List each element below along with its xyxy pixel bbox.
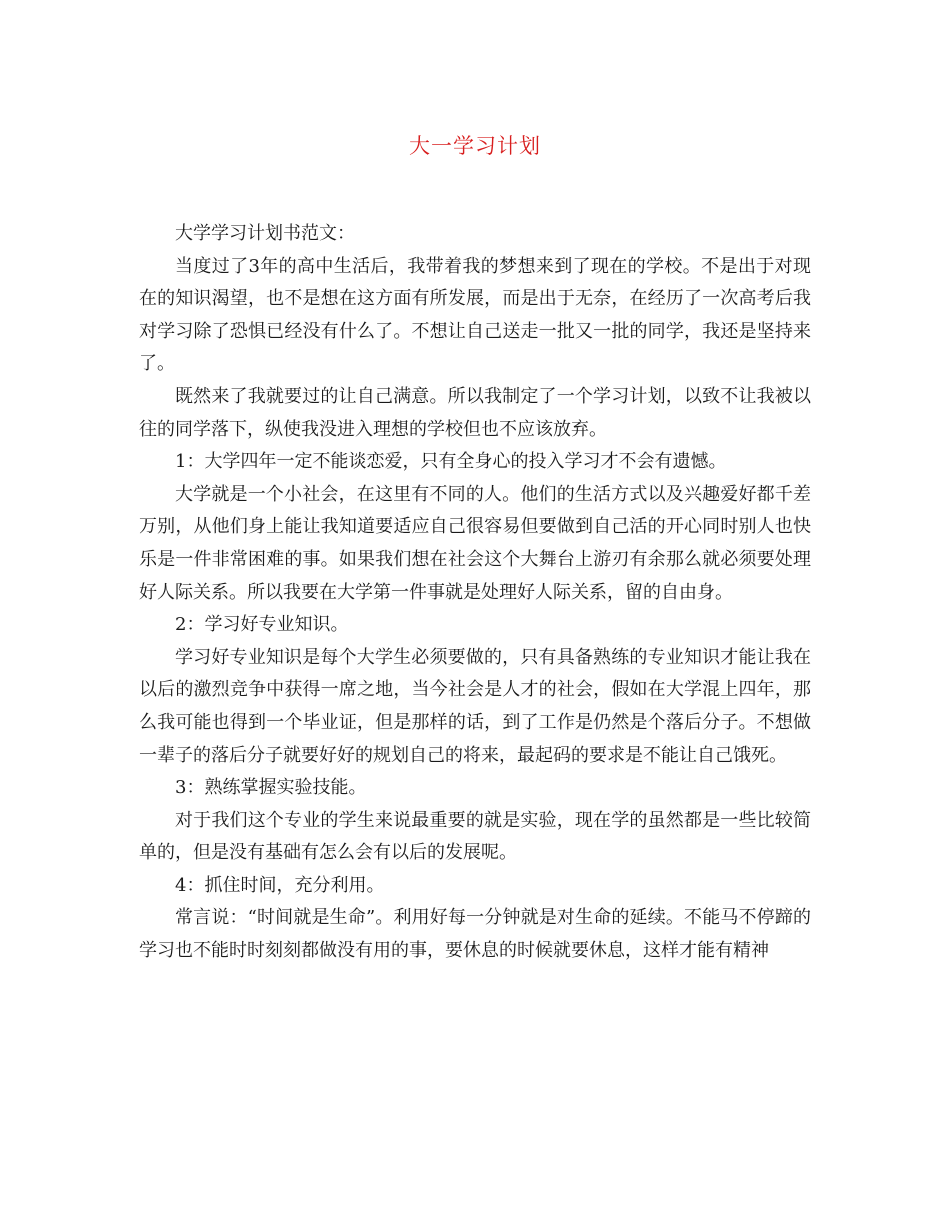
paragraph: 既然来了我就要过的让自己满意。所以我制定了一个学习计划，以致不让我被以往的同学落下，纵使我没进入理想的学校但也不应该放弃。 <box>139 385 811 440</box>
paragraph-intro: 大学学习计划书范文： <box>175 223 355 244</box>
paragraph: 当度过了3年的高中生活后，我带着我的梦想来到了现在的学校。不是出于对现在的知识渴望，也不是想在这方面有所发展，而是出于无奈，在经历了一次高考后我对学习除了恐惧已经没有什么了。不想让自己送走一批又一批的同学，我还是坚持来了。 <box>139 255 811 375</box>
section-heading-4: 4：抓住时间，充分利用。 <box>175 874 385 896</box>
section-heading-2: 2：学习好专业知识。 <box>175 614 349 636</box>
paragraph: 常言说：“时间就是生命”。利用好每一分钟就是对生命的延续。不能马不停蹄的学习也不能时时刻刻都做没有用的事，要休息的时候就要休息，这样才能有精神 <box>139 907 811 962</box>
section-heading-1: 1：大学四年一定不能谈恋爱，只有全身心的投入学习才不会有遗憾。 <box>175 451 727 473</box>
section-heading-3: 3：熟练掌握实验技能。 <box>175 777 367 799</box>
paragraph: 大学就是一个小社会，在这里有不同的人。他们的生活方式以及兴趣爱好都千差万别，从他们身上能让我知道要适应自己很容易但要做到自己活的开心同时别人也快乐是一件非常困难的事。如果我们想在社会这个大舞台上游刃有余那么就必须要处理好人际关系。所以我要在大学第一件事就是处理好人际关系，留的自由身。 <box>139 483 811 603</box>
document-title: 大一学习计划 <box>409 134 541 158</box>
paragraph: 学习好专业知识是每个大学生必须要做的，只有具备熟练的专业知识才能让我在以后的激烈竞争中获得一席之地，当今社会是人才的社会，假如在大学混上四年，那么我可能也得到一个毕业证，但是那样的话，到了工作是仍然是个落后分子。不想做一辈子的落后分子就要好好的规划自己的将来，最起码的要求是不能让自己饿死。 <box>139 646 811 766</box>
document-body <box>139 218 811 968</box>
paragraph: 对于我们这个专业的学生来说最重要的就是实验，现在学的虽然都是一些比较简单的，但是没有基础有怎么会有以后的发展呢。 <box>139 809 811 864</box>
